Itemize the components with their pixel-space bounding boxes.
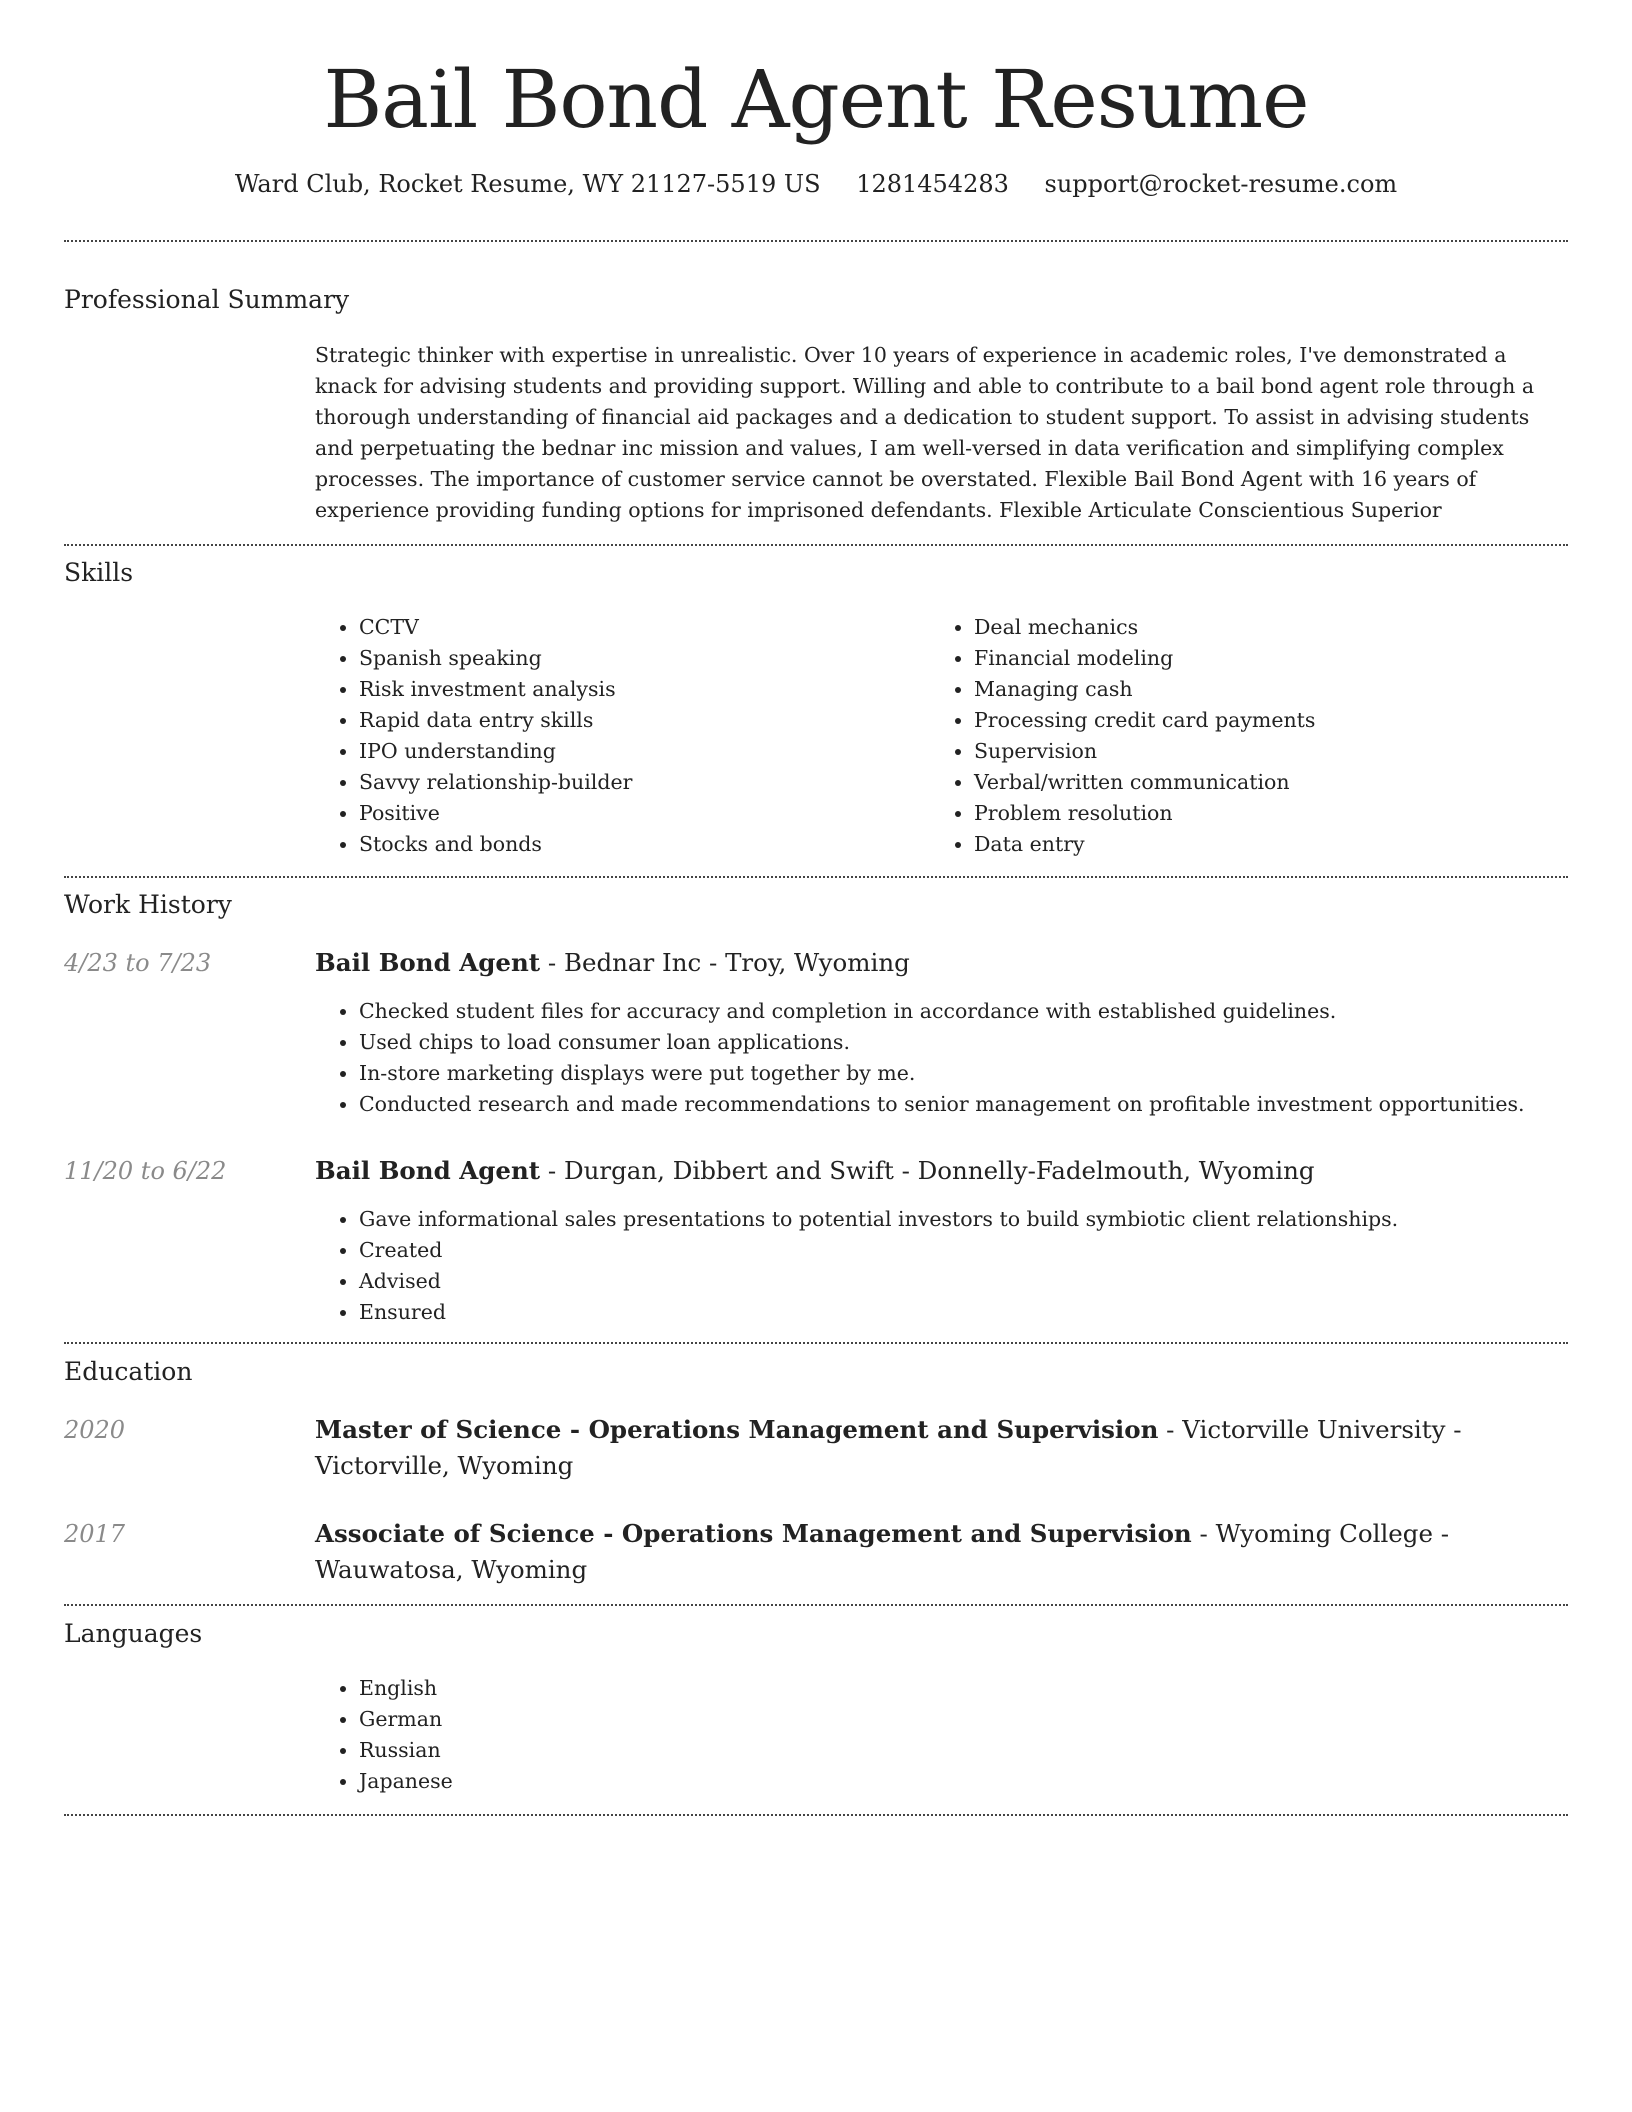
job-bullet: • Checked student files for accuracy and completion in accordance with established guidelines.	[359, 996, 1565, 1027]
skill-item: • CCTV	[359, 612, 915, 643]
job-bullet: • Gave informational sales presentations to potential investors to build symbiotic client relationships.	[359, 1204, 1565, 1235]
language-item: • Japanese	[359, 1766, 915, 1797]
education-degree: Master of Science - Operations Management and Supervision	[315, 1415, 1159, 1444]
section-title-skills: Skills	[64, 558, 134, 587]
job-bullets	[315, 996, 1565, 1120]
education-degree: Associate of Science - Operations Management and Supervision	[315, 1519, 1192, 1548]
skill-item: • IPO understanding	[359, 736, 915, 767]
job-bullet: • In-store marketing displays were put together by me.	[359, 1058, 1565, 1089]
skill-item: • Risk investment analysis	[359, 674, 915, 705]
job-bullets	[315, 1204, 1565, 1328]
job-title	[315, 1153, 1565, 1189]
job-role: Bail Bond Agent	[315, 948, 541, 977]
section-title-languages: Languages	[64, 1619, 203, 1648]
contact-phone: 1281454283	[856, 170, 1009, 198]
job-bullet: • Conducted research and made recommendations to senior management on profitable investment opportunities.	[359, 1089, 1565, 1120]
skill-item: • Stocks and bonds	[359, 829, 915, 860]
education-entry	[315, 1412, 1565, 1484]
education-year: 2017	[64, 1520, 126, 1548]
skill-item: • Positive	[359, 798, 915, 829]
section-title-education: Education	[64, 1357, 193, 1386]
skill-item: • Spanish speaking	[359, 643, 915, 674]
job-details: - Bednar Inc - Troy, Wyoming	[540, 948, 910, 977]
job-role: Bail Bond Agent	[315, 1156, 541, 1185]
skill-item: • Verbal/written communication	[974, 767, 1560, 798]
contact-email: support@rocket-resume.com	[1044, 170, 1398, 198]
job-details: - Durgan, Dibbert and Swift - Donnelly-Fadelmouth, Wyoming	[540, 1156, 1315, 1185]
skill-item: • Supervision	[974, 736, 1560, 767]
skill-item: • Financial modeling	[974, 643, 1560, 674]
section-title-summary: Professional Summary	[64, 285, 350, 314]
job-bullet: • Created	[359, 1235, 1565, 1266]
education-details: - Wyoming College - Wauwatosa, Wyoming	[315, 1519, 1450, 1584]
skill-item: • Processing credit card payments	[974, 705, 1560, 736]
section-title-work: Work History	[64, 890, 232, 919]
divider	[64, 1814, 1568, 1816]
job-bullet: • Used chips to load consumer loan applications.	[359, 1027, 1565, 1058]
skill-item: • Rapid data entry skills	[359, 705, 915, 736]
divider	[64, 1342, 1568, 1344]
contact-address: Ward Club, Rocket Resume, WY 21127-5519 US	[234, 170, 821, 198]
language-item: • Russian	[359, 1735, 915, 1766]
skill-item: • Data entry	[974, 829, 1560, 860]
job-dates: 4/23 to 7/23	[64, 949, 212, 977]
language-item: • German	[359, 1704, 915, 1735]
skill-item: • Deal mechanics	[974, 612, 1560, 643]
skill-item: • Savvy relationship-builder	[359, 767, 915, 798]
skill-item: • Problem resolution	[974, 798, 1560, 829]
divider	[64, 544, 1568, 546]
job-bullet: • Advised	[359, 1266, 1565, 1297]
job-dates: 11/20 to 6/22	[64, 1157, 227, 1185]
job-bullet: • Ensured	[359, 1297, 1565, 1328]
summary-text: Strategic thinker with expertise in unrealistic. Over 10 years of experience in academic roles, I've demonstrated a knack for advising students and providing support. Willing and able to contribute to a bail bond agent role through a thorough understanding of financial aid packages and a dedication to student support. To assist in advising students and perpetuating the bednar inc mission and values, I am well-versed in data verification and simplifying complex processes. The importance of customer service cannot be overstated. Flexible Bail Bond Agent with 16 years of experience providing funding options for imprisoned defendants. Flexible Articulate Conscientious Superior	[315, 343, 1535, 522]
skills-column-right	[930, 612, 1560, 860]
divider	[64, 240, 1568, 242]
divider	[64, 1604, 1568, 1606]
education-entry	[315, 1516, 1565, 1588]
education-details: - Victorville University - Victorville, Wyoming	[315, 1415, 1462, 1480]
education-year: 2020	[64, 1416, 126, 1444]
job-title	[315, 945, 1565, 981]
skills-column-left	[315, 612, 915, 860]
language-item: • English	[359, 1673, 915, 1704]
skill-item: • Managing cash	[974, 674, 1560, 705]
contact-line	[0, 168, 1632, 200]
languages-list	[315, 1673, 915, 1797]
page-title: Bail Bond Agent Resume	[323, 53, 1309, 146]
divider	[64, 876, 1568, 878]
